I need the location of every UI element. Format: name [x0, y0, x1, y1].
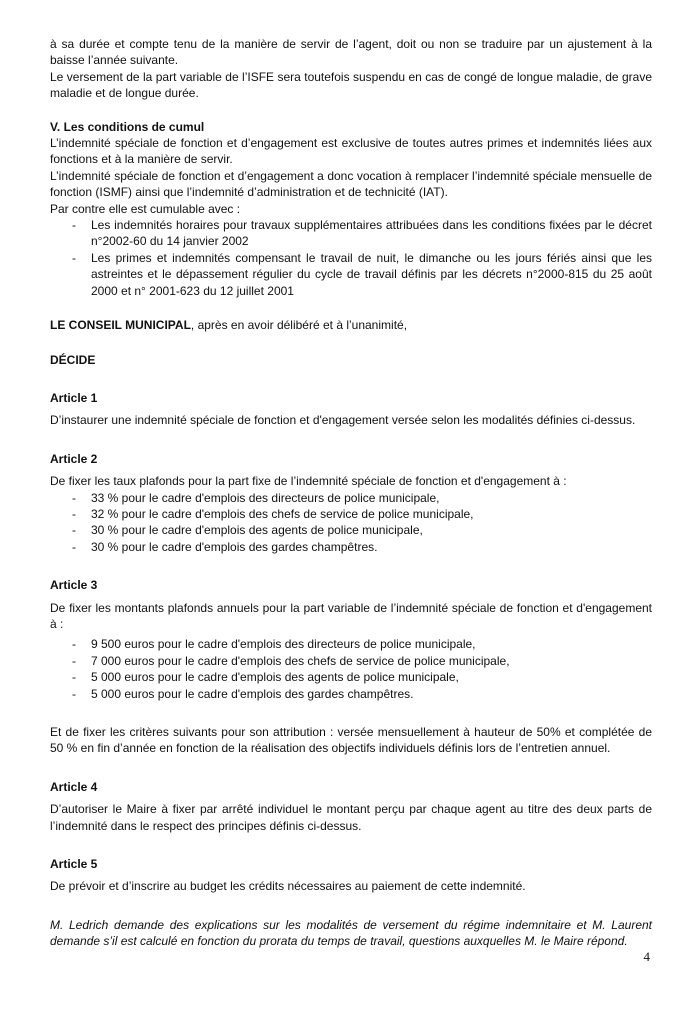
article-3-text: De fixer les montants plafonds annuels pour la part variable de l’indemnité spéciale de fonction et d'engagement à : [50, 600, 652, 631]
section-5-paragraph-2: L’indemnité spéciale de fonction et d’engagement a donc vocation à remplacer l’indemnité spéciale mensuelle de fonction (ISMF) ainsi que l’indemnité d’administration et de technicité (IAT). [50, 168, 652, 200]
council-statement: LE CONSEIL MUNICIPAL, après en avoir délibéré et à l’unanimité, [50, 318, 408, 333]
article-4-text: D’autoriser le Maire à fixer par arrêté individuel le montant perçu par chaque agent au titre des deux parts de l’indemnité dans le respect des principes définis ci-dessus. [50, 802, 652, 833]
article-2-heading: Article 2 [50, 451, 98, 466]
list-item: - 5 000 euros pour le cadre d'emplois des gardes champêtres. [72, 686, 414, 701]
list-item: - 30 % pour le cadre d'emplois des agents de police municipale, [72, 523, 423, 538]
list-item: - 32 % pour le cadre d'emplois des chefs de service de police municipale, [72, 506, 474, 521]
page-number: 4 [643, 949, 650, 964]
article-3-list [50, 636, 652, 702]
meeting-note: M. Ledrich demande des explications sur les modalités de versement du régime indemnitaire et M. Laurent demande s’il est calculé en fonction du prorata du temps de travail, questions auxquelles M. le Maire répond. [50, 917, 652, 949]
article-4-heading: Article 4 [50, 779, 98, 794]
section-5-paragraph-1: L’indemnité spéciale de fonction et d’engagement est exclusive de toutes autres primes et indemnités liées aux fonctions et à la manière de servir. [50, 136, 652, 167]
list-item: - 5 000 euros pour le cadre d'emplois des agents de police municipale, [72, 670, 459, 685]
article-2-list [50, 490, 652, 556]
list-item: - 9 500 euros pour le cadre d'emplois des directeurs de police municipale, [72, 637, 476, 652]
article-5-heading: Article 5 [50, 857, 98, 872]
list-item: - Les primes et indemnités compensant le travail de nuit, le dimanche ou les jours fériés ainsi que les astreintes et le dépassement régulier du cycle de travail définis par les décrets n°2000-815 du 25 août 2000 et n° 2001-623 du 12 juillet 2001 [72, 250, 652, 298]
article-2-text: De fixer les taux plafonds pour la part fixe de l’indemnité spéciale de fonction et d'engagement à : [50, 474, 567, 489]
list-item: - 30 % pour le cadre d'emplois des gardes champêtres. [72, 539, 378, 554]
cumul-list [50, 217, 652, 299]
section-5-paragraph-3: Par contre elle est cumulable avec : [50, 201, 241, 216]
intro-paragraph-2: Le versement de la part variable de l’ISFE sera toutefois suspendu en cas de congé de longue maladie, de grave maladie et de longue durée. [50, 69, 652, 101]
article-1-heading: Article 1 [50, 390, 98, 405]
article-3-criteria: Et de fixer les critères suivants pour son attribution : versée mensuellement à hauteur de 50% et complétée de 50 % en fin d’année en fonction de la réalisation des objectifs individuels définis lors de l’entretien annuel. [50, 725, 652, 756]
article-5-text: De prévoir et d’inscrire au budget les crédits nécessaires au paiement de cette indemnité. [50, 879, 526, 894]
document-page [50, 36, 652, 950]
article-1-text: D’instaurer une indemnité spéciale de fonction et d'engagement versée selon les modalités définies ci-dessus. [50, 413, 636, 428]
list-item: - 33 % pour le cadre d'emplois des directeurs de police municipale, [72, 490, 440, 505]
section-5-heading: V. Les conditions de cumul [50, 119, 205, 134]
article-3-heading: Article 3 [50, 578, 98, 593]
list-item: - 7 000 euros pour le cadre d'emplois des chefs de service de police municipale, [72, 653, 510, 668]
intro-paragraph-1: à sa durée et compte tenu de la manière de servir de l’agent, doit ou non se traduire par un ajustement à la baisse l’année suivante. [50, 37, 652, 68]
decide-heading: DÉCIDE [50, 352, 96, 367]
list-item: - Les indemnités horaires pour travaux supplémentaires attribuées dans les conditions fixées par le décret n°2002-60 du 14 janvier 2002 [72, 218, 652, 249]
